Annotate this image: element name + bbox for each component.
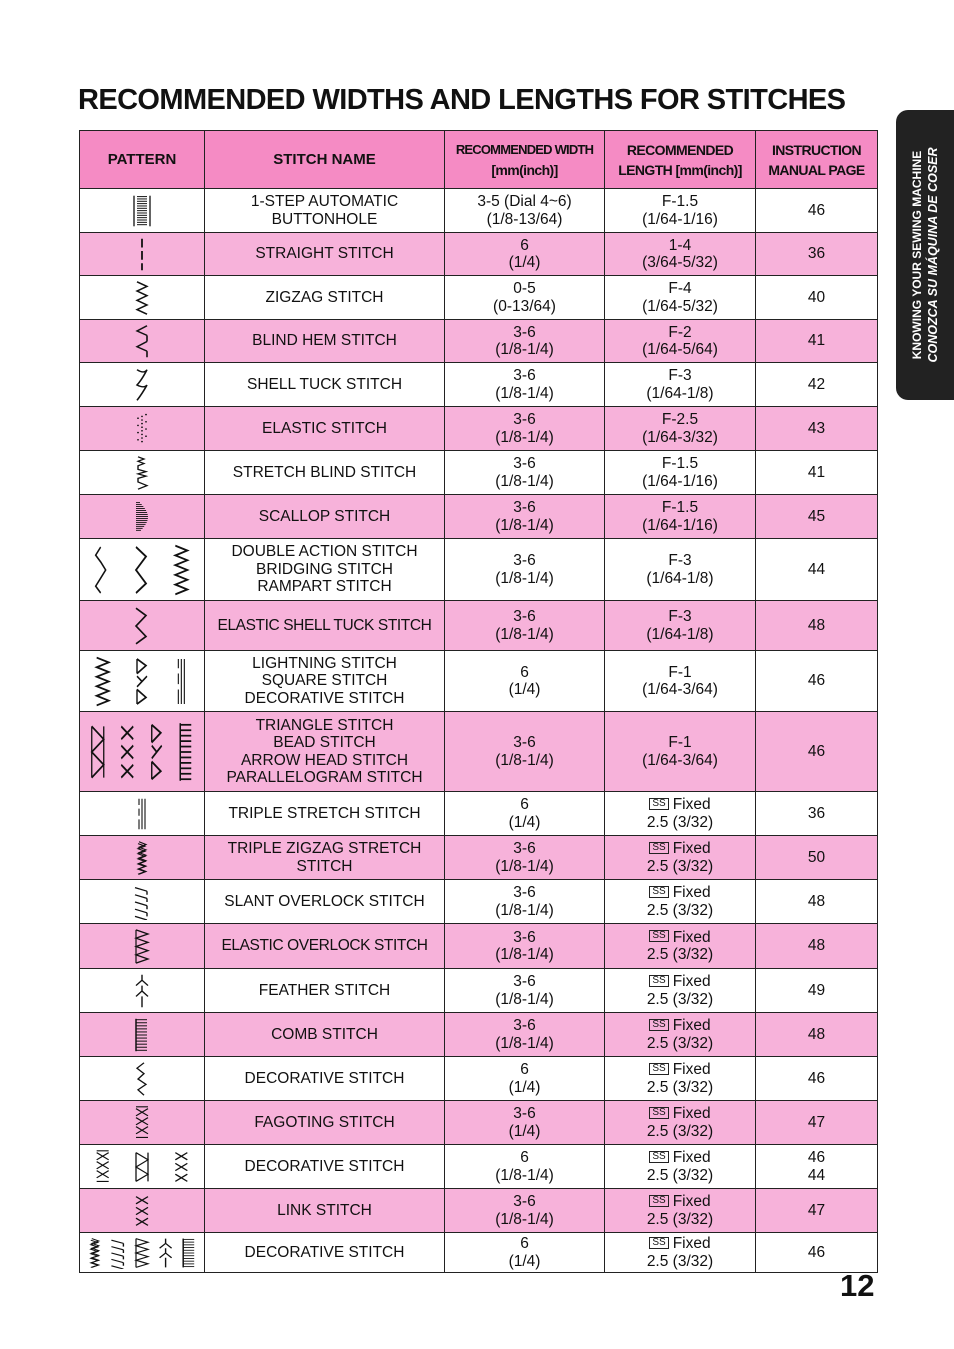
stitch-name-cell: SHELL TUCK STITCH [205,363,445,407]
stitch-name-cell: BLIND HEM STITCH [205,320,445,363]
arrow-head-stitch-icon [152,724,162,778]
side-tab-spanish: CONOZCA SU MÁQUINA DE COSER [926,147,940,363]
comb-stitch-icon [136,1018,147,1050]
width-cell: 6 (1/8-1/4) [445,1145,605,1189]
pattern-cell [80,451,205,495]
manual-page-cell: 47 [756,1101,878,1145]
pattern-cell [80,880,205,924]
stitch-pattern-graphic [131,1193,153,1229]
decorative-stitch-icon [178,658,184,703]
ss-badge: SS [649,930,668,942]
table-row [80,1101,878,1145]
manual-page-cell: 48 [756,1013,878,1057]
buttonhole-icon [134,195,150,226]
stitch-pattern-graphic [131,367,153,403]
length-value: 2.5 (3/32) [646,813,714,831]
stitch-pattern-graphic [131,324,153,359]
width-cell: 3-6 (1/8-1/4) [445,924,605,969]
elastic-overlock-stitch-icon [136,929,148,962]
length-cell: F-3 (1/64-1/8) [605,601,756,651]
stitch-name-cell: SLANT OVERLOCK STITCH [205,880,445,924]
stitch-pattern-graphic [131,1061,153,1097]
elastic-shell-tuck-stitch-icon [136,608,146,644]
table-row [80,836,878,880]
length-cell: F-4 (1/64-5/32) [605,276,756,320]
header-width-line1: RECOMMENDED WIDTH [455,142,594,157]
pattern-cell [80,1233,205,1273]
stitch-name-cell: TRIPLE STRETCH STITCH [205,792,445,836]
width-cell: 3-6 (1/8-1/4) [445,1189,605,1233]
ss-badge: SS [649,1151,668,1163]
table-row [80,1233,878,1273]
header-page-line2: MANUAL PAGE [768,161,865,178]
length-fixed-label: Fixed [672,1235,711,1252]
pattern-cell [80,1013,205,1057]
table-row [80,451,878,495]
width-cell: 3-6 (1/8-1/4) [445,969,605,1013]
decorative-stitch-icon [111,1240,123,1269]
length-cell [605,969,756,1013]
width-cell: 3-6 (1/8-1/4) [445,451,605,495]
page-number: 12 [840,1268,875,1303]
ss-badge: SS [649,1063,668,1075]
length-fixed-label: Fixed [672,1061,711,1078]
length-cell [605,880,756,924]
manual-page-cell: 40 [756,276,878,320]
table-row [80,320,878,363]
stitch-name-cell: FEATHER STITCH [205,969,445,1013]
stitch-pattern-graphic [131,796,153,832]
length-fixed-label: Fixed [672,1149,711,1166]
stitch-pattern-graphic [83,1149,201,1185]
length-value: 2.5 (3/32) [646,946,714,963]
bridging-stitch-icon [136,547,146,593]
pattern-cell [80,924,205,969]
stitch-name-cell: LINK STITCH [205,1189,445,1233]
decorative-stitch-icon [137,1062,146,1094]
table-row [80,792,878,836]
length-cell: 1-4 (3/64-5/32) [605,233,756,276]
manual-page-cell: 46 [756,1233,878,1273]
stitch-pattern-graphic [131,193,153,229]
elastic-stitch-icon [137,413,147,442]
length-cell: F-1.5 (1/64-1/16) [605,451,756,495]
length-cell: F-1.5 (1/64-1/16) [605,189,756,233]
double-action-stitch-icon [96,547,106,593]
pattern-cell [80,189,205,233]
decorative-stitch-icon [183,1238,194,1267]
table-row [80,363,878,407]
pattern-cell [80,836,205,880]
pattern-cell [80,1189,205,1233]
slant-overlock-stitch-icon [135,887,147,919]
manual-page-cell: 36 [756,233,878,276]
decorative-stitch-icon [160,1238,172,1267]
stretch-blind-stitch-icon [138,456,147,488]
table-row [80,601,878,651]
length-fixed-label: Fixed [672,973,711,990]
section-side-tab [896,110,954,400]
triple-stretch-stitch-icon [139,798,145,829]
length-value: 2.5 (3/32) [646,1252,714,1270]
bead-stitch-icon [121,726,133,777]
length-cell: F-1 (1/64-3/64) [605,712,756,792]
length-cell [605,924,756,969]
fagoting-stitch-icon [136,1106,148,1137]
manual-page-cell: 48 [756,601,878,651]
width-cell: 3-5 (Dial 4~6) (1/8-13/64) [445,189,605,233]
decorative-stitch-icon [136,1152,148,1181]
stitch-name-cell: SCALLOP STITCH [205,495,445,539]
pattern-cell [80,320,205,363]
stitch-pattern-graphic [131,455,153,491]
link-stitch-icon [136,1196,148,1225]
manual-page-cell: 43 [756,407,878,451]
table-row [80,651,878,712]
manual-page-cell: 48 [756,880,878,924]
length-cell: F-3 (1/64-1/8) [605,363,756,407]
table-row [80,407,878,451]
length-value: 2.5 (3/32) [646,1210,714,1228]
ss-badge: SS [649,842,668,854]
stitch-pattern-graphic [83,720,201,784]
stitch-name-cell: ELASTIC OVERLOCK STITCH [205,924,445,969]
stitch-name-cell: DECORATIVE STITCH [205,1057,445,1101]
stitch-table [79,130,878,1273]
lightning-stitch-icon [97,657,109,705]
manual-page-cell: 48 [756,924,878,969]
width-cell: 3-6 (1/8-1/4) [445,407,605,451]
table-row [80,1013,878,1057]
stitch-pattern-graphic [83,1237,201,1269]
table-row [80,189,878,233]
ss-badge: SS [649,1237,668,1249]
manual-page-cell: 46 44 [756,1145,878,1189]
table-row [80,1189,878,1233]
header-manual-page [756,131,878,189]
stitch-name-cell: DECORATIVE STITCH [205,1145,445,1189]
stitch-pattern-graphic [131,973,153,1009]
stitch-name-cell: STRETCH BLIND STITCH [205,451,445,495]
length-fixed-label: Fixed [672,1105,711,1122]
length-cell: F-2.5 (1/64-3/32) [605,407,756,451]
ss-badge: SS [649,1019,668,1031]
page-title: RECOMMENDED WIDTHS AND LENGTHS FOR STITCHES [78,84,846,116]
stitch-pattern-graphic [131,237,153,272]
decorative-stitch-icon [136,1238,148,1267]
length-fixed-label: Fixed [672,1193,711,1210]
length-cell: F-1 (1/64-3/64) [605,651,756,712]
manual-page-cell: 50 [756,836,878,880]
stitch-name-cell: STRAIGHT STITCH [205,233,445,276]
pattern-cell [80,969,205,1013]
manual-page-cell: 46 [756,712,878,792]
header-pattern: PATTERN [80,131,205,189]
blind-hem-stitch-icon [137,325,147,357]
length-value: 2.5 (3/32) [646,1122,714,1140]
table-row [80,924,878,969]
header-stitch-name: STITCH NAME [205,131,445,189]
side-tab-english: KNOWING YOUR SEWING MACHINE [910,150,924,360]
pattern-cell [80,1057,205,1101]
manual-page-cell: 46 [756,1057,878,1101]
width-cell: 3-6 (1/8-1/4) [445,880,605,924]
scallop-stitch-icon [136,502,148,530]
decorative-stitch-icon [97,1150,109,1181]
ss-badge: SS [649,1195,668,1207]
stitch-name-cell: ELASTIC SHELL TUCK STITCH [205,601,445,651]
pattern-cell [80,651,205,712]
length-cell: F-3 (1/64-1/8) [605,539,756,601]
stitch-name-cell: FAGOTING STITCH [205,1101,445,1145]
stitch-name-cell: ZIGZAG STITCH [205,276,445,320]
width-cell: 3-6 (1/8-1/4) [445,601,605,651]
stitch-pattern-graphic [131,605,153,647]
stitch-pattern-graphic [131,499,153,535]
stitch-pattern-graphic [131,1017,153,1053]
length-cell [605,1145,756,1189]
width-cell: 3-6 (1/8-1/4) [445,1013,605,1057]
length-cell [605,1189,756,1233]
pattern-cell [80,363,205,407]
table-row [80,495,878,539]
ss-badge: SS [649,798,668,810]
stitch-name-cell: 1-STEP AUTOMATIC BUTTONHOLE [205,189,445,233]
stitch-pattern-graphic [131,280,153,316]
table-header-row [80,131,878,189]
manual-page-cell: 46 [756,189,878,233]
table-row [80,233,878,276]
stitch-pattern-graphic [131,411,153,447]
pattern-cell [80,407,205,451]
width-cell: 0-5 (0-13/64) [445,276,605,320]
table-row [80,969,878,1013]
manual-page-cell: 46 [756,651,878,712]
square-stitch-icon [137,658,147,703]
pattern-cell [80,539,205,601]
decorative-stitch-icon [175,1152,187,1181]
stitch-name-cell: DECORATIVE STITCH [205,1233,445,1273]
length-cell [605,1101,756,1145]
stitch-name-cell: TRIPLE ZIGZAG STRETCH STITCH [205,836,445,880]
manual-page-cell: 47 [756,1189,878,1233]
manual-page-cell: 36 [756,792,878,836]
width-cell: 3-6 (1/8-1/4) [445,712,605,792]
triple-zigzag-stretch-stitch-icon [138,841,146,873]
stitch-pattern-graphic [131,1105,153,1141]
pattern-cell [80,1145,205,1189]
header-width-line2: [mm(inch)] [491,162,558,178]
stitch-name-cell: DOUBLE ACTION STITCH BRIDGING STITCH RAMPART STITCH [205,539,445,601]
parallelogram-stitch-icon [180,723,191,781]
pattern-cell [80,276,205,320]
shell-tuck-stitch-icon [137,369,147,400]
ss-badge: SS [649,886,668,898]
header-length-line2: LENGTH [mm(inch)] [618,161,742,178]
length-value: 2.5 (3/32) [646,1034,714,1052]
manual-page-cell: 41 [756,320,878,363]
manual-page-cell: 45 [756,495,878,539]
manual-page-cell: 42 [756,363,878,407]
pattern-cell [80,1101,205,1145]
stitch-pattern-graphic [131,884,153,920]
manual-page-cell: 44 [756,539,878,601]
header-length [605,131,756,189]
ss-badge: SS [649,975,668,987]
pattern-cell [80,792,205,836]
pattern-cell [80,601,205,651]
decorative-stitch-icon [91,1238,99,1267]
length-fixed-label: Fixed [672,884,711,901]
table-row [80,1145,878,1189]
length-fixed-label: Fixed [672,840,711,857]
width-cell: 6 (1/4) [445,1057,605,1101]
width-cell: 3-6 (1/8-1/4) [445,539,605,601]
length-cell [605,1057,756,1101]
width-cell: 6 (1/4) [445,1233,605,1273]
length-value: 2.5 (3/32) [646,1166,714,1184]
ss-badge: SS [649,1107,668,1119]
header-page-line1: INSTRUCTION [771,141,862,158]
manual-page-cell: 41 [756,451,878,495]
width-cell: 3-6 (1/8-1/4) [445,320,605,363]
manual-page-cell: 49 [756,969,878,1013]
pattern-cell [80,233,205,276]
length-fixed-label: Fixed [672,796,711,813]
width-cell: 6 (1/4) [445,792,605,836]
width-cell: 3-6 (1/8-1/4) [445,495,605,539]
length-fixed-label: Fixed [672,1017,711,1034]
width-cell: 3-6 (1/4) [445,1101,605,1145]
length-cell: F-1.5 (1/64-1/16) [605,495,756,539]
stitch-name-cell: TRIANGLE STITCH BEAD STITCH ARROW HEAD STITCH PARALLELOGRAM STITCH [205,712,445,792]
stitch-name-cell: COMB STITCH [205,1013,445,1057]
length-cell [605,1013,756,1057]
stitch-pattern-graphic [83,655,201,708]
stitch-pattern-graphic [83,543,201,597]
stitch-pattern-graphic [131,928,153,965]
length-fixed-label: Fixed [672,928,711,946]
table-body [80,189,878,1273]
stitch-name-cell: LIGHTNING STITCH SQUARE STITCH DECORATIVE STITCH [205,651,445,712]
stitch-name-cell: ELASTIC STITCH [205,407,445,451]
width-cell: 6 (1/4) [445,233,605,276]
length-value: 2.5 (3/32) [646,857,714,875]
length-value: 2.5 (3/32) [646,990,714,1008]
table-row [80,1057,878,1101]
length-value: 2.5 (3/32) [646,1078,714,1096]
width-cell: 6 (1/4) [445,651,605,712]
length-cell: F-2 (1/64-5/64) [605,320,756,363]
table-row [80,712,878,792]
length-cell [605,836,756,880]
zigzag-stitch-icon [137,281,147,313]
header-length-line1: RECOMMENDED [626,141,734,158]
rampart-stitch-icon [175,545,187,594]
header-width [445,131,605,189]
pattern-cell [80,495,205,539]
length-cell [605,792,756,836]
pattern-cell [80,712,205,792]
length-cell [605,1233,756,1273]
width-cell: 3-6 (1/8-1/4) [445,836,605,880]
stitch-pattern-graphic [131,840,153,876]
table-row [80,880,878,924]
table-row [80,276,878,320]
triangle-stitch-icon [92,726,104,777]
feather-stitch-icon [136,974,148,1006]
width-cell: 3-6 (1/8-1/4) [445,363,605,407]
length-value: 2.5 (3/32) [646,901,714,919]
table-row [80,539,878,601]
